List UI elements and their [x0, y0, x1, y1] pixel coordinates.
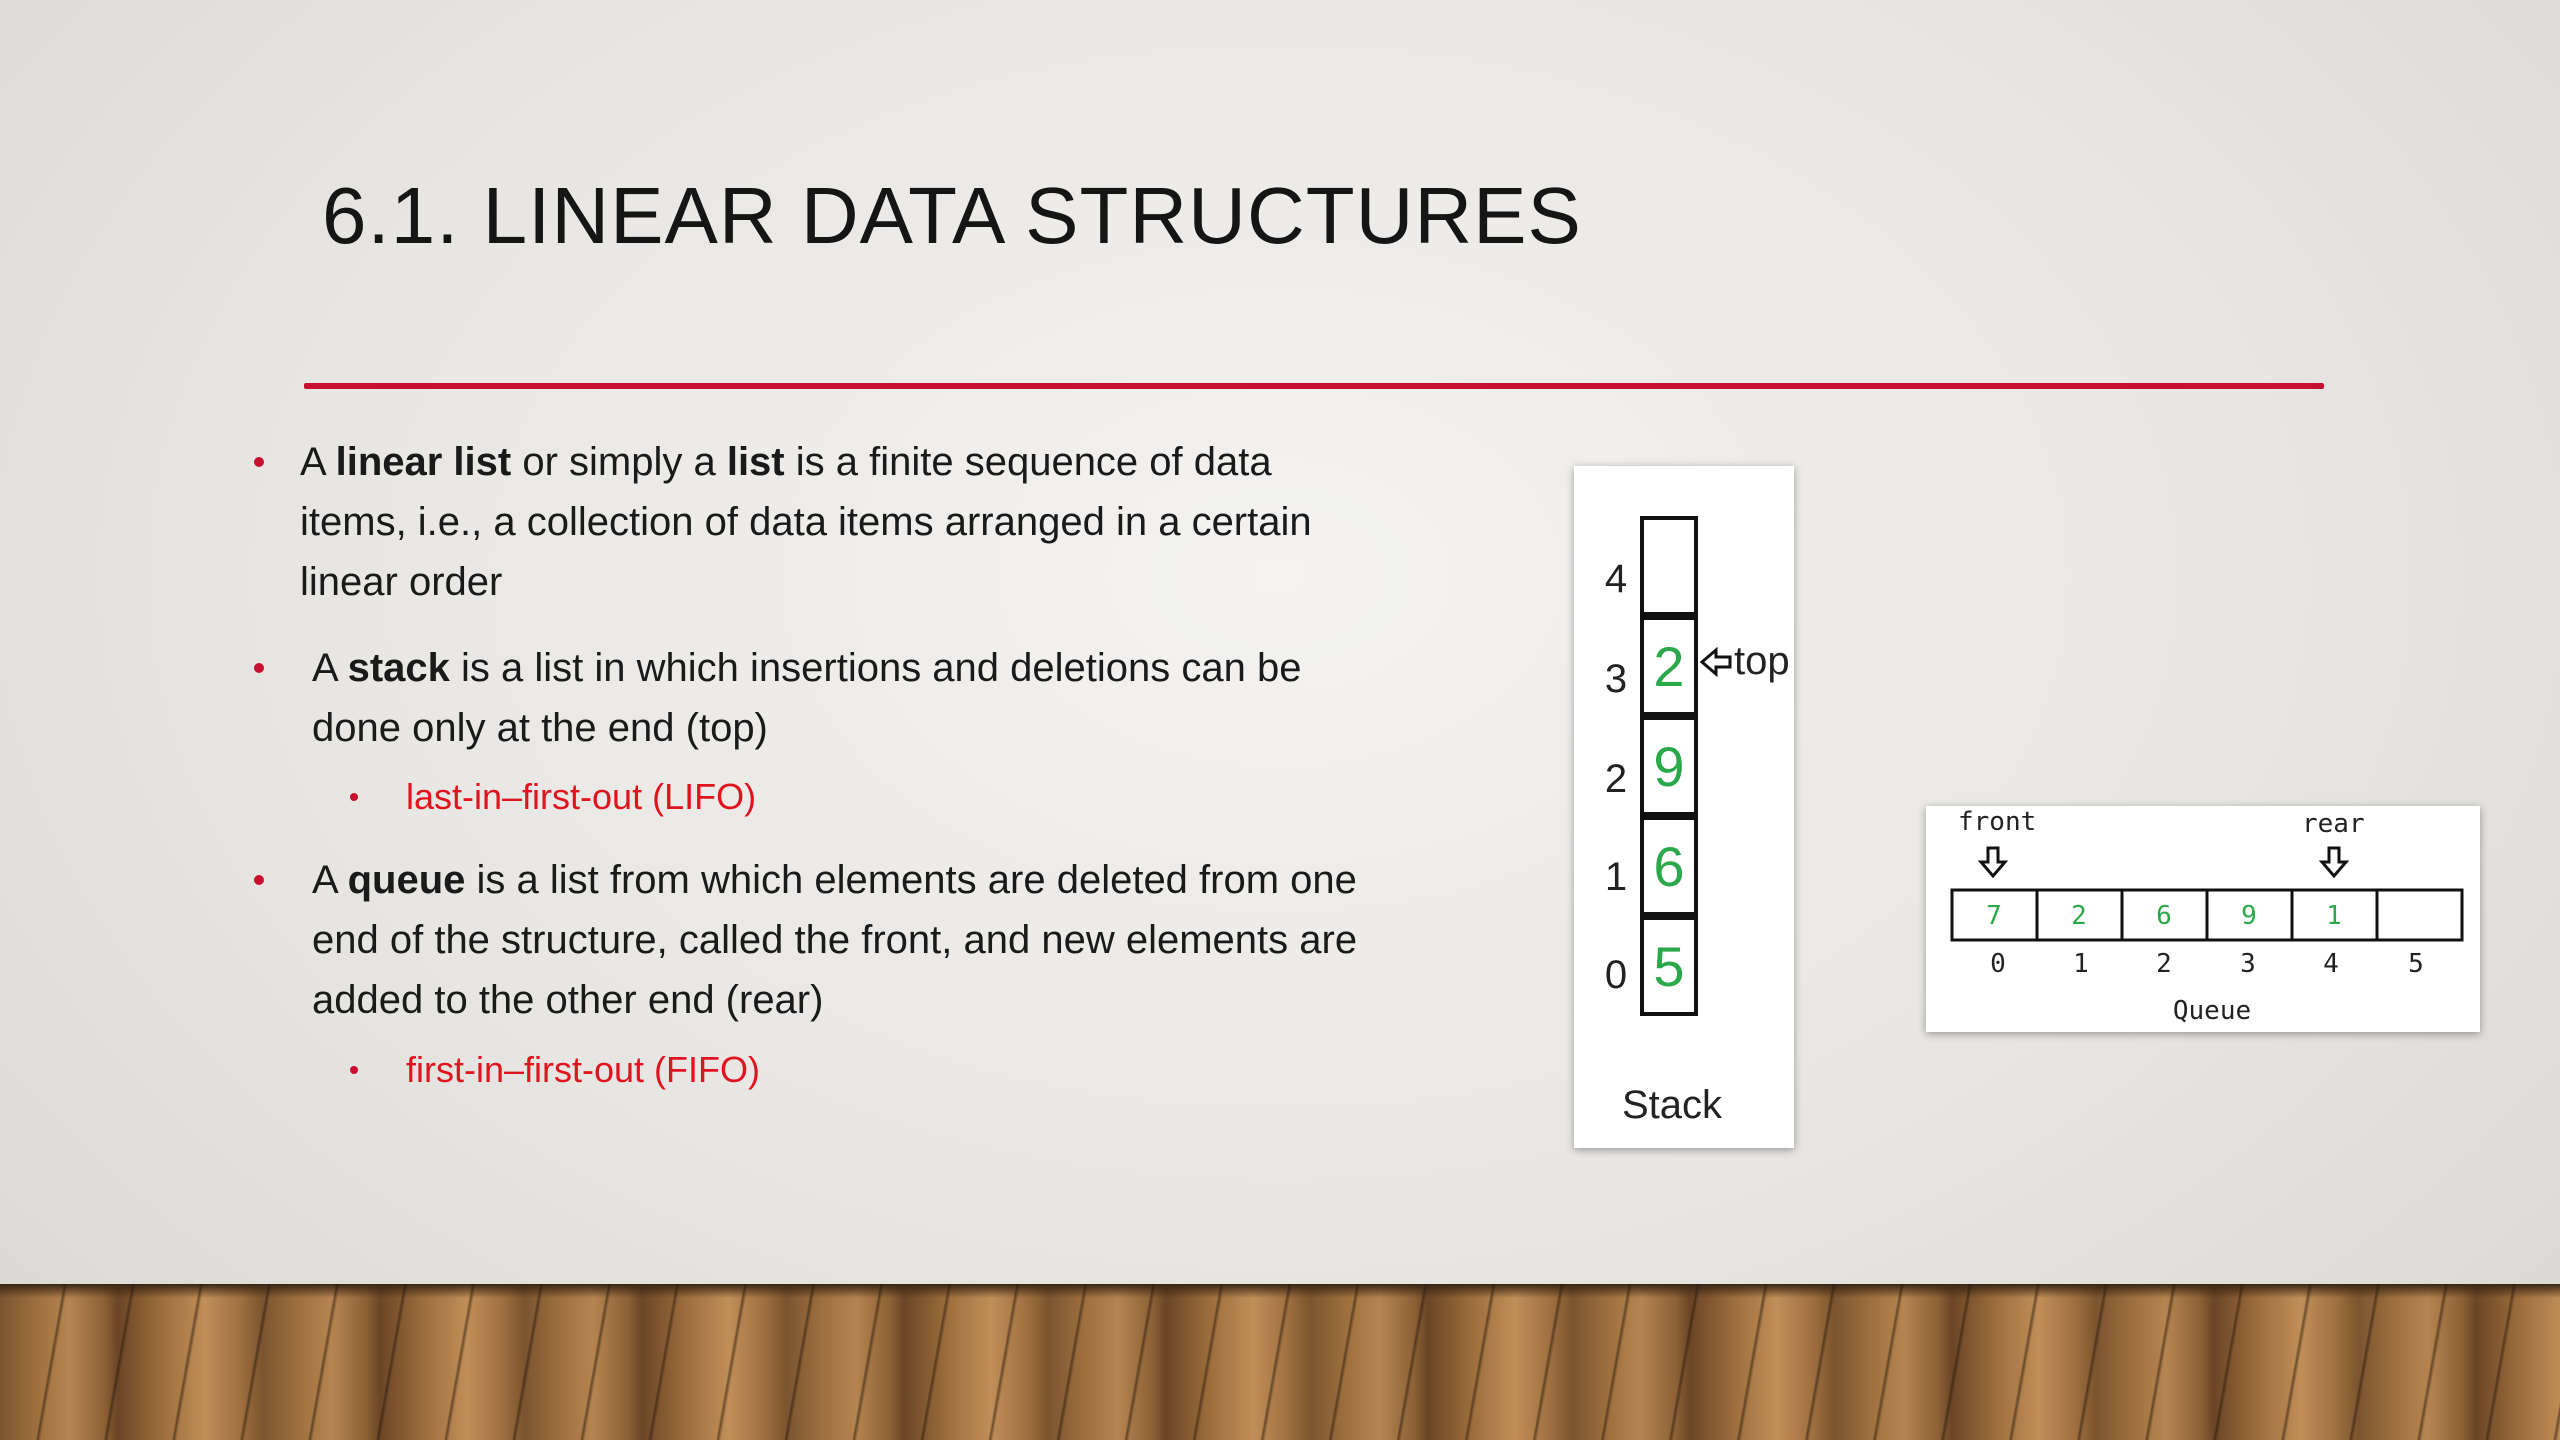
svg-text:4: 4 — [1604, 557, 1628, 601]
stack-top-label: top — [1734, 639, 1790, 683]
sub-bullet-marker — [350, 793, 358, 801]
down-arrow-icon — [2322, 848, 2346, 876]
queue-cell-5 — [2377, 890, 2462, 940]
stack-value-0: 5 — [1653, 935, 1685, 998]
sub-bullet-marker — [350, 1066, 358, 1074]
queue-index-5: 5 — [2408, 949, 2424, 979]
queue-value-4: 1 — [2326, 901, 2342, 931]
bullet-text: or simply a — [511, 440, 727, 484]
stack-index-2 — [1605, 757, 1627, 801]
svg-text:0: 0 — [1604, 953, 1628, 997]
bullet-stack — [312, 638, 1392, 758]
stack-value-3: 2 — [1653, 635, 1685, 698]
queue-index-4: 4 — [2323, 949, 2339, 979]
stack-index-1 — [1605, 855, 1627, 899]
queue-diagram — [1926, 806, 2480, 1032]
svg-text:1: 1 — [1604, 855, 1628, 899]
stack-drawing — [1574, 466, 1794, 1148]
term-stack: stack — [347, 646, 450, 690]
stack-index-4 — [1605, 557, 1627, 601]
bullet-queue — [312, 850, 1382, 1030]
queue-drawing — [1926, 806, 2480, 1032]
stack-value-2: 9 — [1653, 735, 1685, 798]
stack-index-0 — [1605, 953, 1627, 997]
bullet-marker — [254, 457, 264, 467]
svg-text:2: 2 — [1604, 757, 1628, 801]
queue-front-label: front — [1958, 807, 2037, 837]
bullet-marker — [254, 663, 264, 673]
sub-bullet-fifo: first-in–first-out (FIFO) — [406, 1049, 761, 1090]
queue-index-1: 1 — [2073, 949, 2089, 979]
stack-value-1: 6 — [1653, 835, 1685, 898]
queue-value-2: 6 — [2156, 901, 2172, 931]
bullet-text: A — [300, 440, 336, 484]
queue-value-0: 7 — [1986, 901, 2002, 931]
term-queue: queue — [347, 858, 466, 902]
term-linear-list: linear list — [335, 440, 512, 484]
bullet-text: is a list in which insertions and deletions can be done only at the end (top) — [312, 646, 1302, 750]
bullet-marker — [254, 875, 264, 885]
stack-cell-4 — [1642, 518, 1696, 614]
slide-title: 6.1. LINEAR DATA STRUCTURES — [322, 171, 1582, 260]
queue-index-3: 3 — [2240, 949, 2256, 979]
stack-diagram — [1574, 466, 1794, 1148]
queue-value-3: 9 — [2241, 901, 2257, 931]
bullet-text: is a finite sequence of data items, i.e., a collection of data items arranged in a certain linear order — [300, 440, 1312, 604]
queue-value-1: 2 — [2071, 901, 2087, 931]
stack-index-3 — [1605, 657, 1627, 701]
queue-index-2: 2 — [2156, 949, 2172, 979]
stack-caption: Stack — [1621, 1083, 1723, 1127]
queue-index-0: 0 — [1990, 949, 2006, 979]
queue-caption: Queue — [2172, 996, 2252, 1026]
bullet-text: A — [312, 646, 348, 690]
down-arrow-icon — [1981, 848, 2005, 876]
title-divider — [304, 383, 2324, 389]
queue-rear-label: rear — [2302, 809, 2365, 839]
term-list: list — [726, 440, 785, 484]
bullet-linear-list — [300, 432, 1380, 612]
svg-text:3: 3 — [1604, 657, 1628, 701]
left-arrow-icon — [1702, 650, 1730, 674]
bullet-text: A — [312, 858, 348, 902]
wood-floor-decoration — [0, 1284, 2560, 1440]
bullet-text: is a list from which elements are deleted from one end of the structure, called the front, and new elements are added to the other end (rear) — [312, 858, 1358, 1022]
sub-bullet-lifo: last-in–first-out (LIFO) — [406, 776, 757, 817]
